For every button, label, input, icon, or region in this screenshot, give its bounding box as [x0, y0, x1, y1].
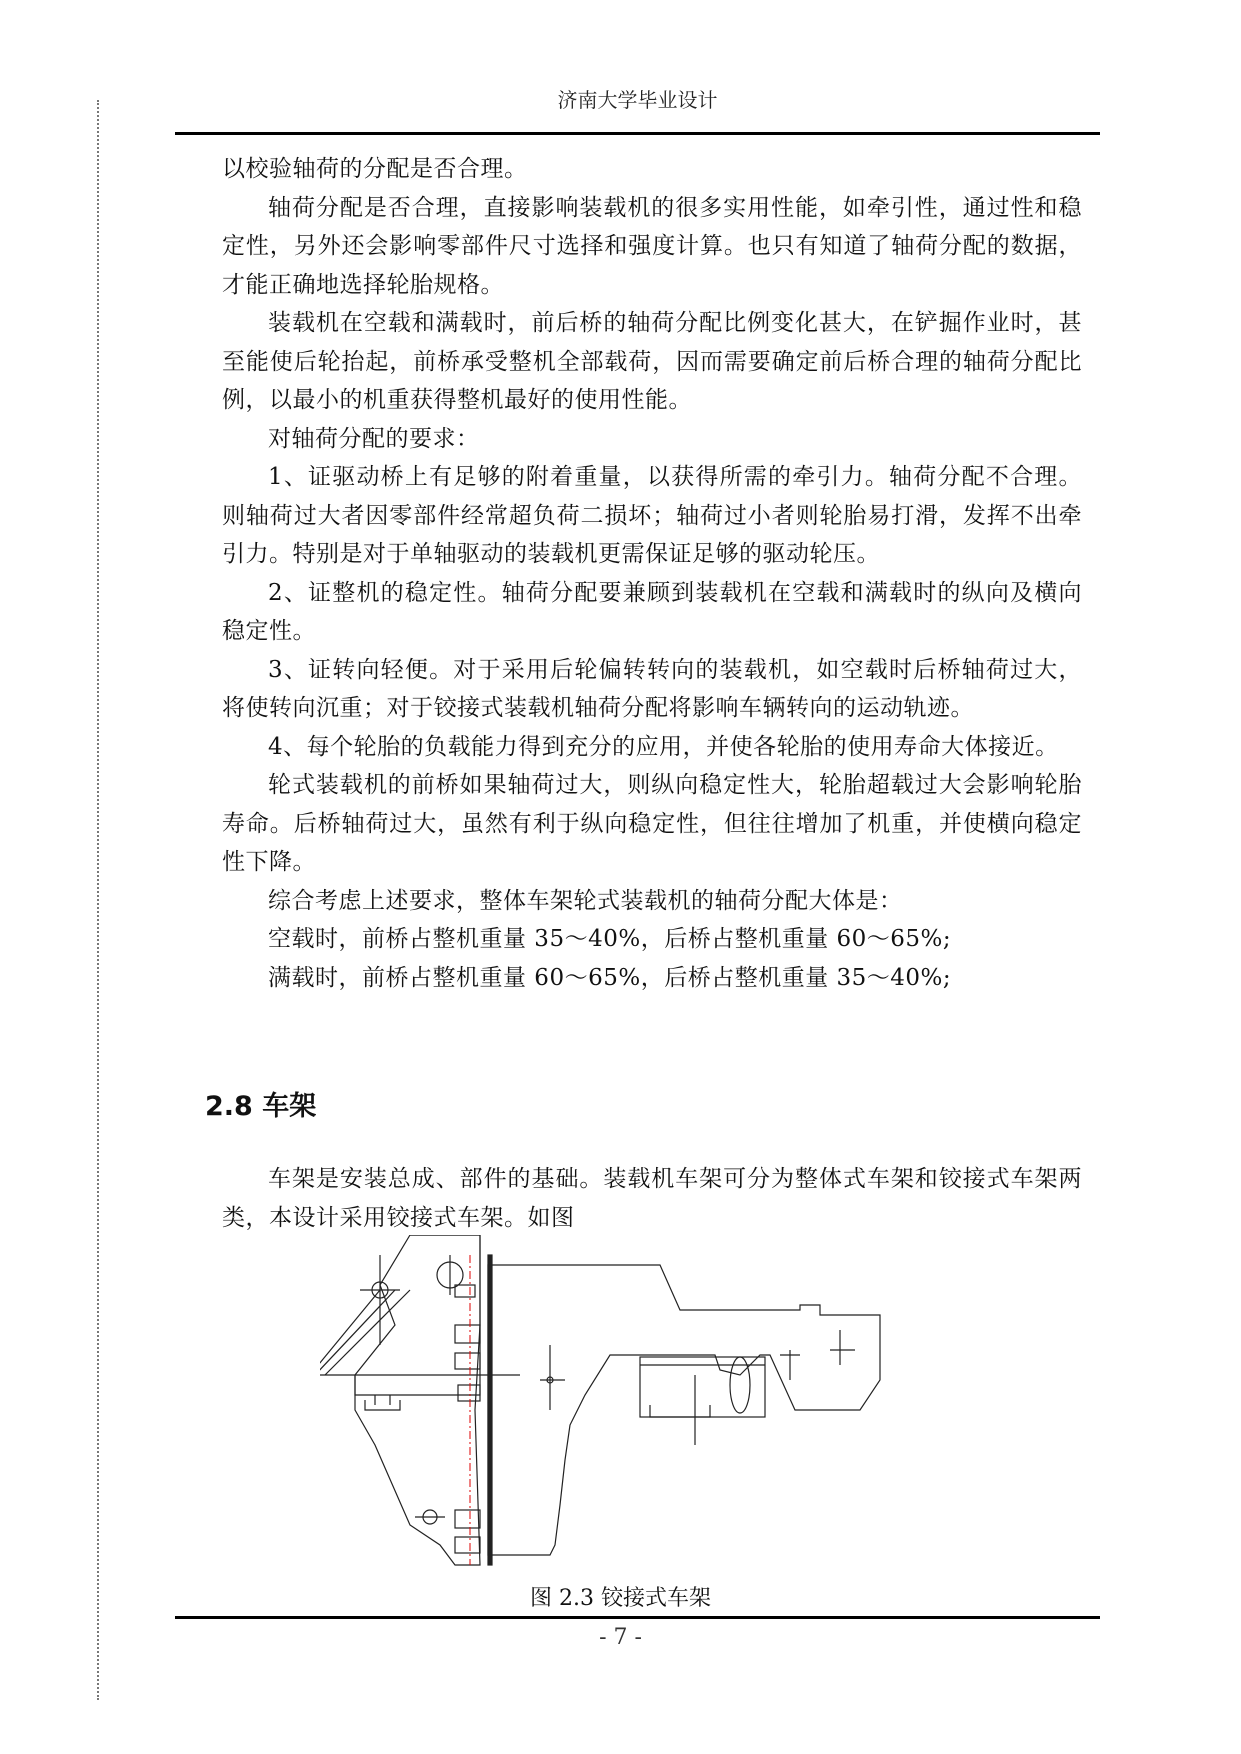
- articulated-frame-drawing: [320, 1235, 1000, 1580]
- body-text: [222, 150, 1082, 997]
- section-body: [222, 1160, 1082, 1237]
- list-item: 1、证驱动桥上有足够的附着重量，以获得所需的牵引力。轴荷分配不合理。则轴荷过大者因零部件经常超负荷二损坏；轴荷过小者则轮胎易打滑，发挥不出牵引力。特别是对于单轴驱动的装载机更需保证足够的驱动轮压。: [222, 464, 1082, 567]
- paragraph: 车架是安装总成、部件的基础。装载机车架可分为整体式车架和铰接式车架两类，本设计采用铰接式车架。如图: [222, 1166, 1082, 1231]
- header-rule: [175, 132, 1100, 135]
- list-item: 3、证转向轻便。对于采用后轮偏转转向的装载机，如空载时后桥轴荷过大，将使转向沉重；对于铰接式装载机轴荷分配将影响车辆转向的运动轨迹。: [222, 656, 1082, 721]
- paragraph: 装载机在空载和满载时，前后桥的轴荷分配比例变化甚大，在铲掘作业时，甚至能使后轮抬起，前桥承受整机全部载荷，因而需要确定前后桥合理的轴荷分配比例，以最小的机重获得整机最好的使用性能。: [222, 310, 1082, 413]
- footer-rule: [175, 1616, 1100, 1619]
- paragraph: 轴荷分配是否合理，直接影响装载机的很多实用性能，如牵引性，通过性和稳定性，另外还会影响零部件尺寸选择和强度计算。也只有知道了轴荷分配的数据，才能正确地选择轮胎规格。: [222, 194, 1082, 298]
- paragraph: 空载时，前桥占整机重量 35～40%，后桥占整机重量 60～65%;: [268, 926, 952, 952]
- list-item: 4、每个轮胎的负载能力得到充分的应用，并使各轮胎的使用寿命大体接近。: [268, 733, 1059, 760]
- list-item: 2、证整机的稳定性。轴荷分配要兼顾到装载机在空载和满载时的纵向及横向稳定性。: [222, 579, 1082, 644]
- binding-margin-line: [97, 100, 99, 1700]
- page-header: 济南大学毕业设计: [557, 88, 718, 112]
- paragraph: 以校验轴荷的分配是否合理。: [222, 156, 528, 182]
- paragraph: 综合考虑上述要求，整体车架轮式装载机的轴荷分配大体是：: [268, 887, 903, 914]
- page-number: - 7 -: [599, 1625, 642, 1650]
- paragraph: 满载时，前桥占整机重量 60～65%，后桥占整机重量 35～40%;: [268, 964, 952, 991]
- paragraph: 轮式装载机的前桥如果轴荷过大，则纵向稳定性大，轮胎超载过大会影响轮胎寿命。后桥轴荷过大，虽然有利于纵向稳定性，但往往增加了机重，并使横向稳定性下降。: [222, 772, 1082, 875]
- paragraph: 对轴荷分配的要求：: [268, 425, 480, 452]
- section-heading: 2.8 车架: [205, 1091, 317, 1122]
- figure-caption: 图 2.3 铰接式车架: [530, 1586, 711, 1611]
